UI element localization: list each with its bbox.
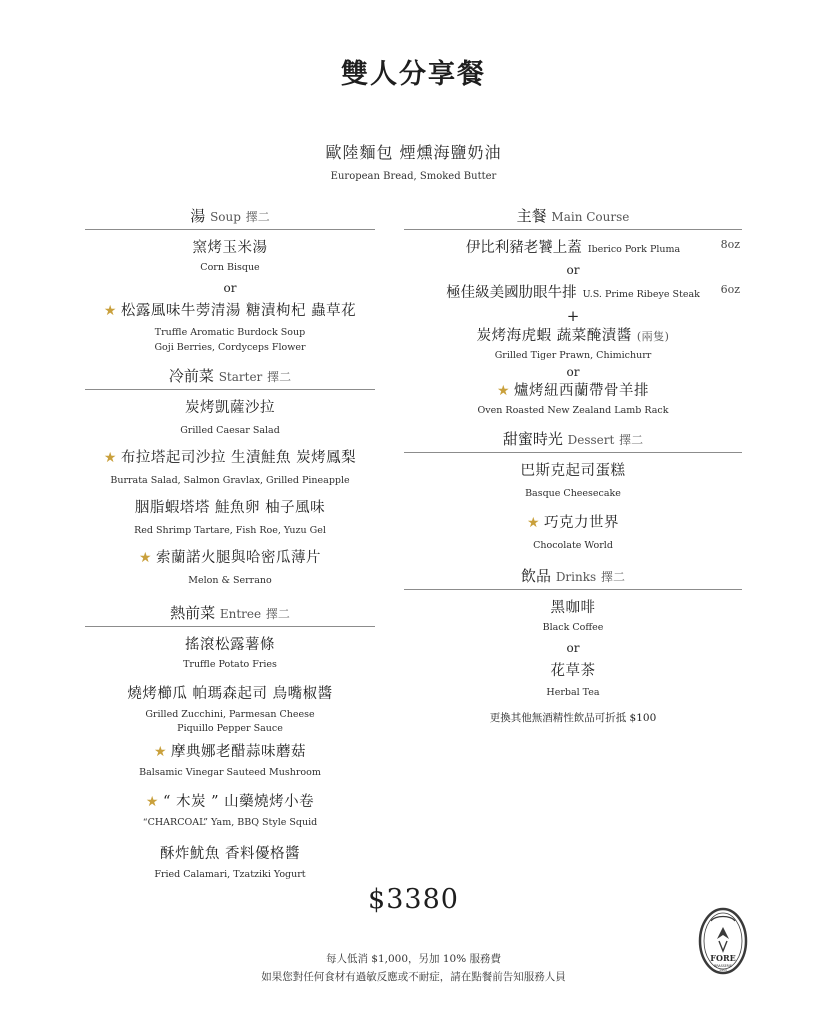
section-starter-header <box>85 365 375 390</box>
item-en: Fried Calamari, Tzatziki Yogurt <box>154 869 306 880</box>
star-icon: ★ <box>153 744 168 760</box>
logo-text: FORE <box>710 953 736 963</box>
item-en: Goji Berries, Cordyceps Flower <box>154 342 306 353</box>
menu-item <box>85 633 375 672</box>
item-zh: 搖滾松露薯條 <box>185 637 275 653</box>
item-en: “CHARCOAL” Yam, BBQ Style Squid <box>142 817 318 828</box>
item-en: Truffle Potato Fries <box>183 659 277 670</box>
item-zh: 索蘭諾火腿與哈密瓜薄片 <box>156 550 322 566</box>
menu-item <box>85 236 375 275</box>
item-en: Chocolate World <box>533 540 613 551</box>
item-zh: 胭脂蝦塔塔 鮭魚卵 柚子風味 <box>134 500 326 516</box>
star-icon: ★ <box>103 303 117 319</box>
drinks-en: Drinks <box>555 570 597 584</box>
item-en: Oven Roasted New Zealand Lamb Rack <box>477 405 669 416</box>
or-separator: or <box>223 281 237 295</box>
star-icon: ★ <box>103 450 117 466</box>
item-note: (兩隻) <box>636 330 670 343</box>
drinks-extra-note: 更換其他無酒精性飲品可折抵 $100 <box>489 712 657 724</box>
item-en: Grilled Caesar Salad <box>180 425 280 436</box>
drinks-pick: 擇二 <box>600 570 625 584</box>
menu-item <box>85 496 375 538</box>
item-en: Basque Cheesecake <box>525 488 621 499</box>
dessert-pick: 擇二 <box>619 433 644 447</box>
menu-item <box>85 299 375 355</box>
starter-pick: 擇二 <box>267 370 292 384</box>
item-zh: 酥炸魷魚 香料優格醬 <box>159 846 301 862</box>
main-en: Main Course <box>551 210 630 224</box>
or-separator: or <box>566 365 580 379</box>
item-en: U.S. Prime Ribeye Steak <box>582 289 700 300</box>
main-zh: 主餐 <box>516 207 547 225</box>
price: $3380 <box>368 884 459 915</box>
menu-item <box>85 790 375 830</box>
menu-item <box>85 546 375 588</box>
menu-item <box>85 446 375 488</box>
soup-en: Soup <box>210 210 241 224</box>
star-icon: ★ <box>138 550 153 566</box>
menu-item <box>404 281 742 302</box>
menu-item <box>85 740 375 780</box>
menu-item <box>404 324 742 363</box>
star-icon: ★ <box>526 515 541 531</box>
item-en: Truffle Aromatic Burdock Soup <box>154 327 306 338</box>
plus-separator: + <box>566 307 580 325</box>
item-zh: 炭烤凱薩沙拉 <box>185 400 275 416</box>
or-separator: or <box>566 263 580 277</box>
section-dessert-header <box>404 428 742 453</box>
dessert-en: Dessert <box>567 433 615 447</box>
menu-item <box>404 659 742 700</box>
right-column <box>404 205 742 725</box>
item-zh: “ 木炭 ” 山藥燒烤小卷 <box>162 794 315 810</box>
menu-item <box>85 396 375 438</box>
item-en: Black Coffee <box>542 622 604 633</box>
menu-item <box>404 236 742 257</box>
item-zh: 炭烤海虎蝦 蔬菜醃漬醬 <box>476 328 632 344</box>
menu-item <box>404 596 742 635</box>
left-column <box>85 205 375 882</box>
entree-pick: 擇二 <box>265 607 290 621</box>
item-zh: 松露風味牛蒡清湯 糖漬枸杞 蟲草花 <box>120 303 357 319</box>
item-zh: 極佳級美國肋眼牛排 <box>446 285 577 301</box>
item-en: Red Shrimp Tartare, Fish Roe, Yuzu Gel <box>134 525 326 536</box>
item-en: Herbal Tea <box>546 687 600 698</box>
logo-year: 1953 <box>719 968 727 972</box>
soup-zh: 湯 <box>190 207 206 225</box>
soup-pick: 擇二 <box>245 210 270 224</box>
dessert-zh: 甜蜜時光 <box>502 430 563 448</box>
menu-item <box>404 379 742 418</box>
item-weight: 8oz <box>720 238 740 251</box>
section-soup-header <box>85 205 375 230</box>
item-zh: 巴斯克起司蛋糕 <box>520 463 626 479</box>
star-icon: ★ <box>496 383 511 399</box>
item-zh: 摩典娜老醋蒜味蘑菇 <box>171 744 307 760</box>
item-zh: 伊比利豬老饕上蓋 <box>465 240 582 256</box>
item-zh: 燒烤櫛瓜 帕瑪森起司 鳥嘴椒醬 <box>127 686 333 702</box>
menu-item <box>85 842 375 882</box>
item-en: Burrata Salad, Salmon Gravlax, Grilled Pineapple <box>110 475 350 486</box>
footer-line1: 每人低消 $1,000，另加 10% 服務費 <box>325 953 502 965</box>
item-weight: 6oz <box>720 283 740 296</box>
bread-zh: 歐陸麵包 煙燻海鹽奶油 <box>325 143 502 162</box>
item-zh: 黑咖啡 <box>550 600 596 616</box>
bread-en: European Bread, Smoked Butter <box>330 171 497 182</box>
or-separator: or <box>566 641 580 655</box>
starter-zh: 冷前菜 <box>168 367 214 385</box>
logo-sub: BRASSERIE <box>714 964 732 968</box>
item-en: Corn Bisque <box>200 262 260 273</box>
item-zh: 爐烤紐西蘭帶骨羊排 <box>514 383 650 399</box>
footer-line2: 如果您對任何食材有過敏反應或不耐症，請在點餐前告知服務人員 <box>261 971 566 983</box>
item-en: Iberico Pork Pluma <box>587 244 681 255</box>
item-zh: 布拉塔起司沙拉 生漬鮭魚 炭烤鳳梨 <box>120 450 357 466</box>
drinks-zh: 飲品 <box>521 567 552 585</box>
item-en: Piquillo Pepper Sauce <box>177 723 283 734</box>
page-title: 雙人分享餐 <box>341 59 486 90</box>
bread-course <box>0 140 827 182</box>
item-zh: 窯烤玉米湯 <box>192 240 268 256</box>
entree-en: Entree <box>219 607 262 621</box>
menu-item <box>404 511 742 553</box>
item-en: Melon & Serrano <box>188 575 272 586</box>
star-icon: ★ <box>145 794 159 810</box>
starter-en: Starter <box>218 370 263 384</box>
item-en: Balsamic Vinegar Sauteed Mushroom <box>139 767 321 778</box>
menu-item <box>85 682 375 736</box>
section-main-header <box>404 205 742 230</box>
section-drinks-header <box>404 565 742 590</box>
item-zh: 巧克力世界 <box>544 515 620 531</box>
restaurant-logo-icon <box>697 905 749 977</box>
item-en: Grilled Zucchini, Parmesan Cheese <box>145 709 315 720</box>
item-en: Grilled Tiger Prawn, Chimichurr <box>494 350 652 361</box>
menu-item <box>404 459 742 501</box>
section-entree-header <box>85 602 375 627</box>
entree-zh: 熱前菜 <box>170 604 216 622</box>
item-zh: 花草茶 <box>550 663 596 679</box>
